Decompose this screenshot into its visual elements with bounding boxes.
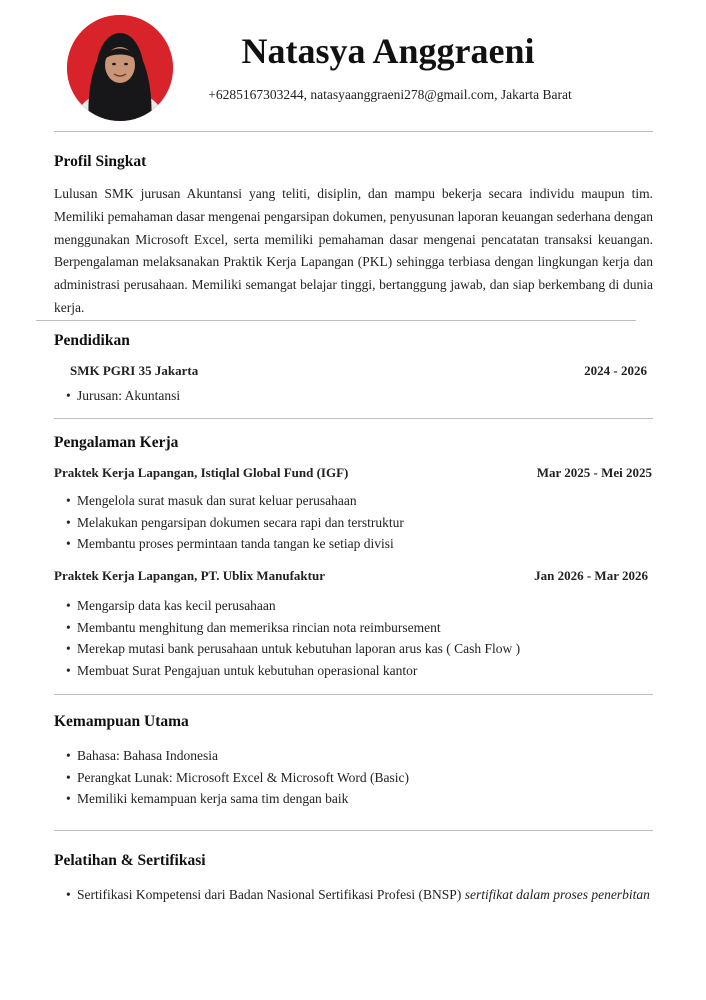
- certification-item: [66, 884, 654, 906]
- section-title-skills: Kemampuan Utama: [54, 713, 189, 730]
- divider: [54, 131, 653, 132]
- list-item: • Bahasa: Bahasa Indonesia: [66, 745, 646, 767]
- divider: [54, 694, 653, 695]
- list-item: • Memiliki kemampuan kerja sama tim dengan baik: [66, 788, 646, 810]
- contact-info: +6285167303244, natasyaanggraeni278@gmail.com, Jakarta Barat: [208, 87, 572, 102]
- school-years: 2024 - 2026: [584, 363, 647, 378]
- certification-note: sertifikat dalam proses penerbitan: [464, 887, 650, 902]
- job-role: Praktek Kerja Lapangan, PT. Ublix Manufaktur: [54, 568, 325, 583]
- list-item: • Membantu proses permintaan tanda tangan ke setiap divisi: [66, 533, 646, 555]
- job-tasks: [66, 490, 646, 555]
- job-period: Mar 2025 - Mei 2025: [536, 465, 652, 480]
- job-period: Jan 2026 - Mar 2026: [534, 568, 648, 583]
- list-item: • Membantu menghitung dan memeriksa rincian nota reimbursement: [66, 617, 646, 639]
- list-item: • Perangkat Lunak: Microsoft Excel & Microsoft Word (Basic): [66, 767, 646, 789]
- candidate-name: Natasya Anggraeni: [241, 31, 535, 71]
- list-item: • Membuat Surat Pengajuan untuk kebutuhan operasional kantor: [66, 660, 646, 682]
- certification-name: Sertifikasi Kompetensi dari Badan Nasional Sertifikasi Profesi (BNSP): [77, 887, 462, 902]
- section-title-education: Pendidikan: [54, 332, 130, 349]
- school-name: SMK PGRI 35 Jakarta: [70, 363, 199, 378]
- skills-list: [66, 745, 646, 810]
- list-item: • Merekap mutasi bank perusahaan untuk kebutuhan laporan arus kas ( Cash Flow ): [66, 638, 646, 660]
- job-role: Praktek Kerja Lapangan, Istiqlal Global Fund (IGF): [54, 465, 349, 480]
- divider: [36, 320, 636, 321]
- list-item: • Jurusan: Akuntansi: [66, 385, 626, 407]
- person-portrait-icon: [67, 15, 173, 121]
- list-item: • Mengelola surat masuk dan surat keluar perusahaan: [66, 490, 646, 512]
- profile-photo: [67, 15, 173, 121]
- section-title-profile: Profil Singkat: [54, 153, 147, 170]
- profile-summary: Lulusan SMK jurusan Akuntansi yang teliti, disiplin, dan mampu bekerja secara individu maupun tim. Memiliki pemahaman dasar mengenai pengarsipan dokumen, penyusunan laporan keuangan sederhana dengan menggunakan Microsoft Excel, serta memiliki pemahaman dasar mengenai pencatatan transaksi keuangan. Berpengalaman melaksanakan Praktik Kerja Lapangan (PKL) sehingga terbiasa dengan lingkungan kerja dan administrasi perusahaan. Memiliki semangat belajar tinggi, bertanggung jawab, dan siap berkembang di dunia kerja.: [54, 186, 653, 315]
- education-details: [66, 385, 626, 407]
- section-title-experience: Pengalaman Kerja: [54, 434, 179, 451]
- job-tasks: [66, 595, 646, 681]
- list-item: • Mengarsip data kas kecil perusahaan: [66, 595, 646, 617]
- bullet: •: [66, 887, 71, 902]
- divider: [54, 830, 653, 831]
- section-title-training: Pelatihan & Sertifikasi: [54, 852, 206, 869]
- list-item: • Melakukan pengarsipan dokumen secara rapi dan terstruktur: [66, 512, 646, 534]
- divider: [54, 418, 653, 419]
